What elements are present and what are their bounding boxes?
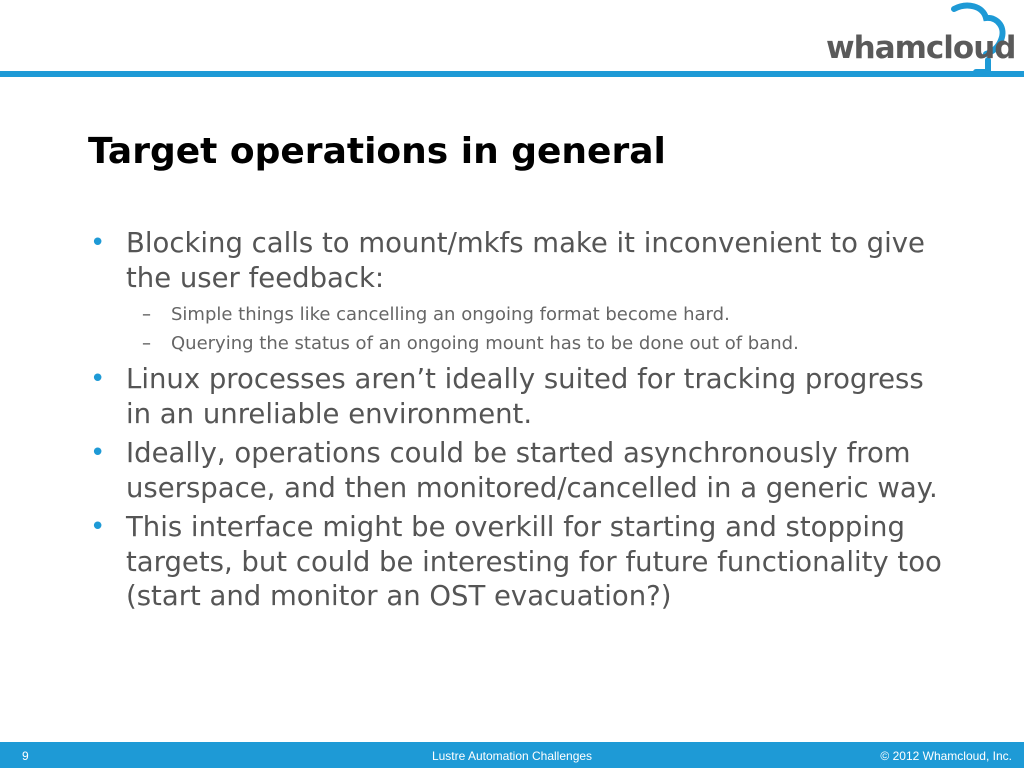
- bullet-dot-icon: •: [90, 364, 106, 394]
- bullet-item: [90, 510, 950, 614]
- bullet-dot-icon: •: [90, 228, 106, 258]
- footer-title: Lustre Automation Challenges: [431, 749, 593, 763]
- sub-bullet-item: [90, 329, 950, 358]
- sub-bullet-list: [90, 300, 950, 358]
- bullet-item: [90, 436, 950, 505]
- slide-body: [90, 226, 950, 619]
- slide-footer: [0, 742, 1024, 768]
- footer-copyright: © 2012 Whamcloud, Inc.: [880, 749, 1012, 763]
- bullet-dot-icon: •: [90, 438, 106, 468]
- slide-title: Target operations in general: [88, 131, 666, 172]
- dash-icon: –: [142, 333, 151, 354]
- dash-icon: –: [142, 304, 151, 325]
- bullet-text: Linux processes aren’t ideally suited for tracking progress in an unreliable environment.: [126, 363, 924, 430]
- bullet-item: [90, 362, 950, 431]
- whamcloud-logo: [820, 0, 1024, 80]
- bullet-item: [90, 226, 950, 295]
- logo-wordmark: whamcloud: [826, 30, 1016, 66]
- bullet-text: Blocking calls to mount/mkfs make it inconvenient to give the user feedback:: [126, 227, 925, 294]
- sub-bullet-item: [90, 300, 950, 329]
- bullet-text: Ideally, operations could be started asynchronously from userspace, and then monitored/cancelled in a generic way.: [126, 437, 938, 504]
- sub-bullet-text: Simple things like cancelling an ongoing format become hard.: [171, 304, 730, 325]
- page-number: 9: [22, 749, 29, 763]
- sub-bullet-text: Querying the status of an ongoing mount has to be done out of band.: [171, 333, 799, 354]
- bullet-text: This interface might be overkill for starting and stopping targets, but could be interesting for future functionality too (start and monitor an OST evacuation?): [126, 511, 942, 612]
- bullet-dot-icon: •: [90, 512, 106, 542]
